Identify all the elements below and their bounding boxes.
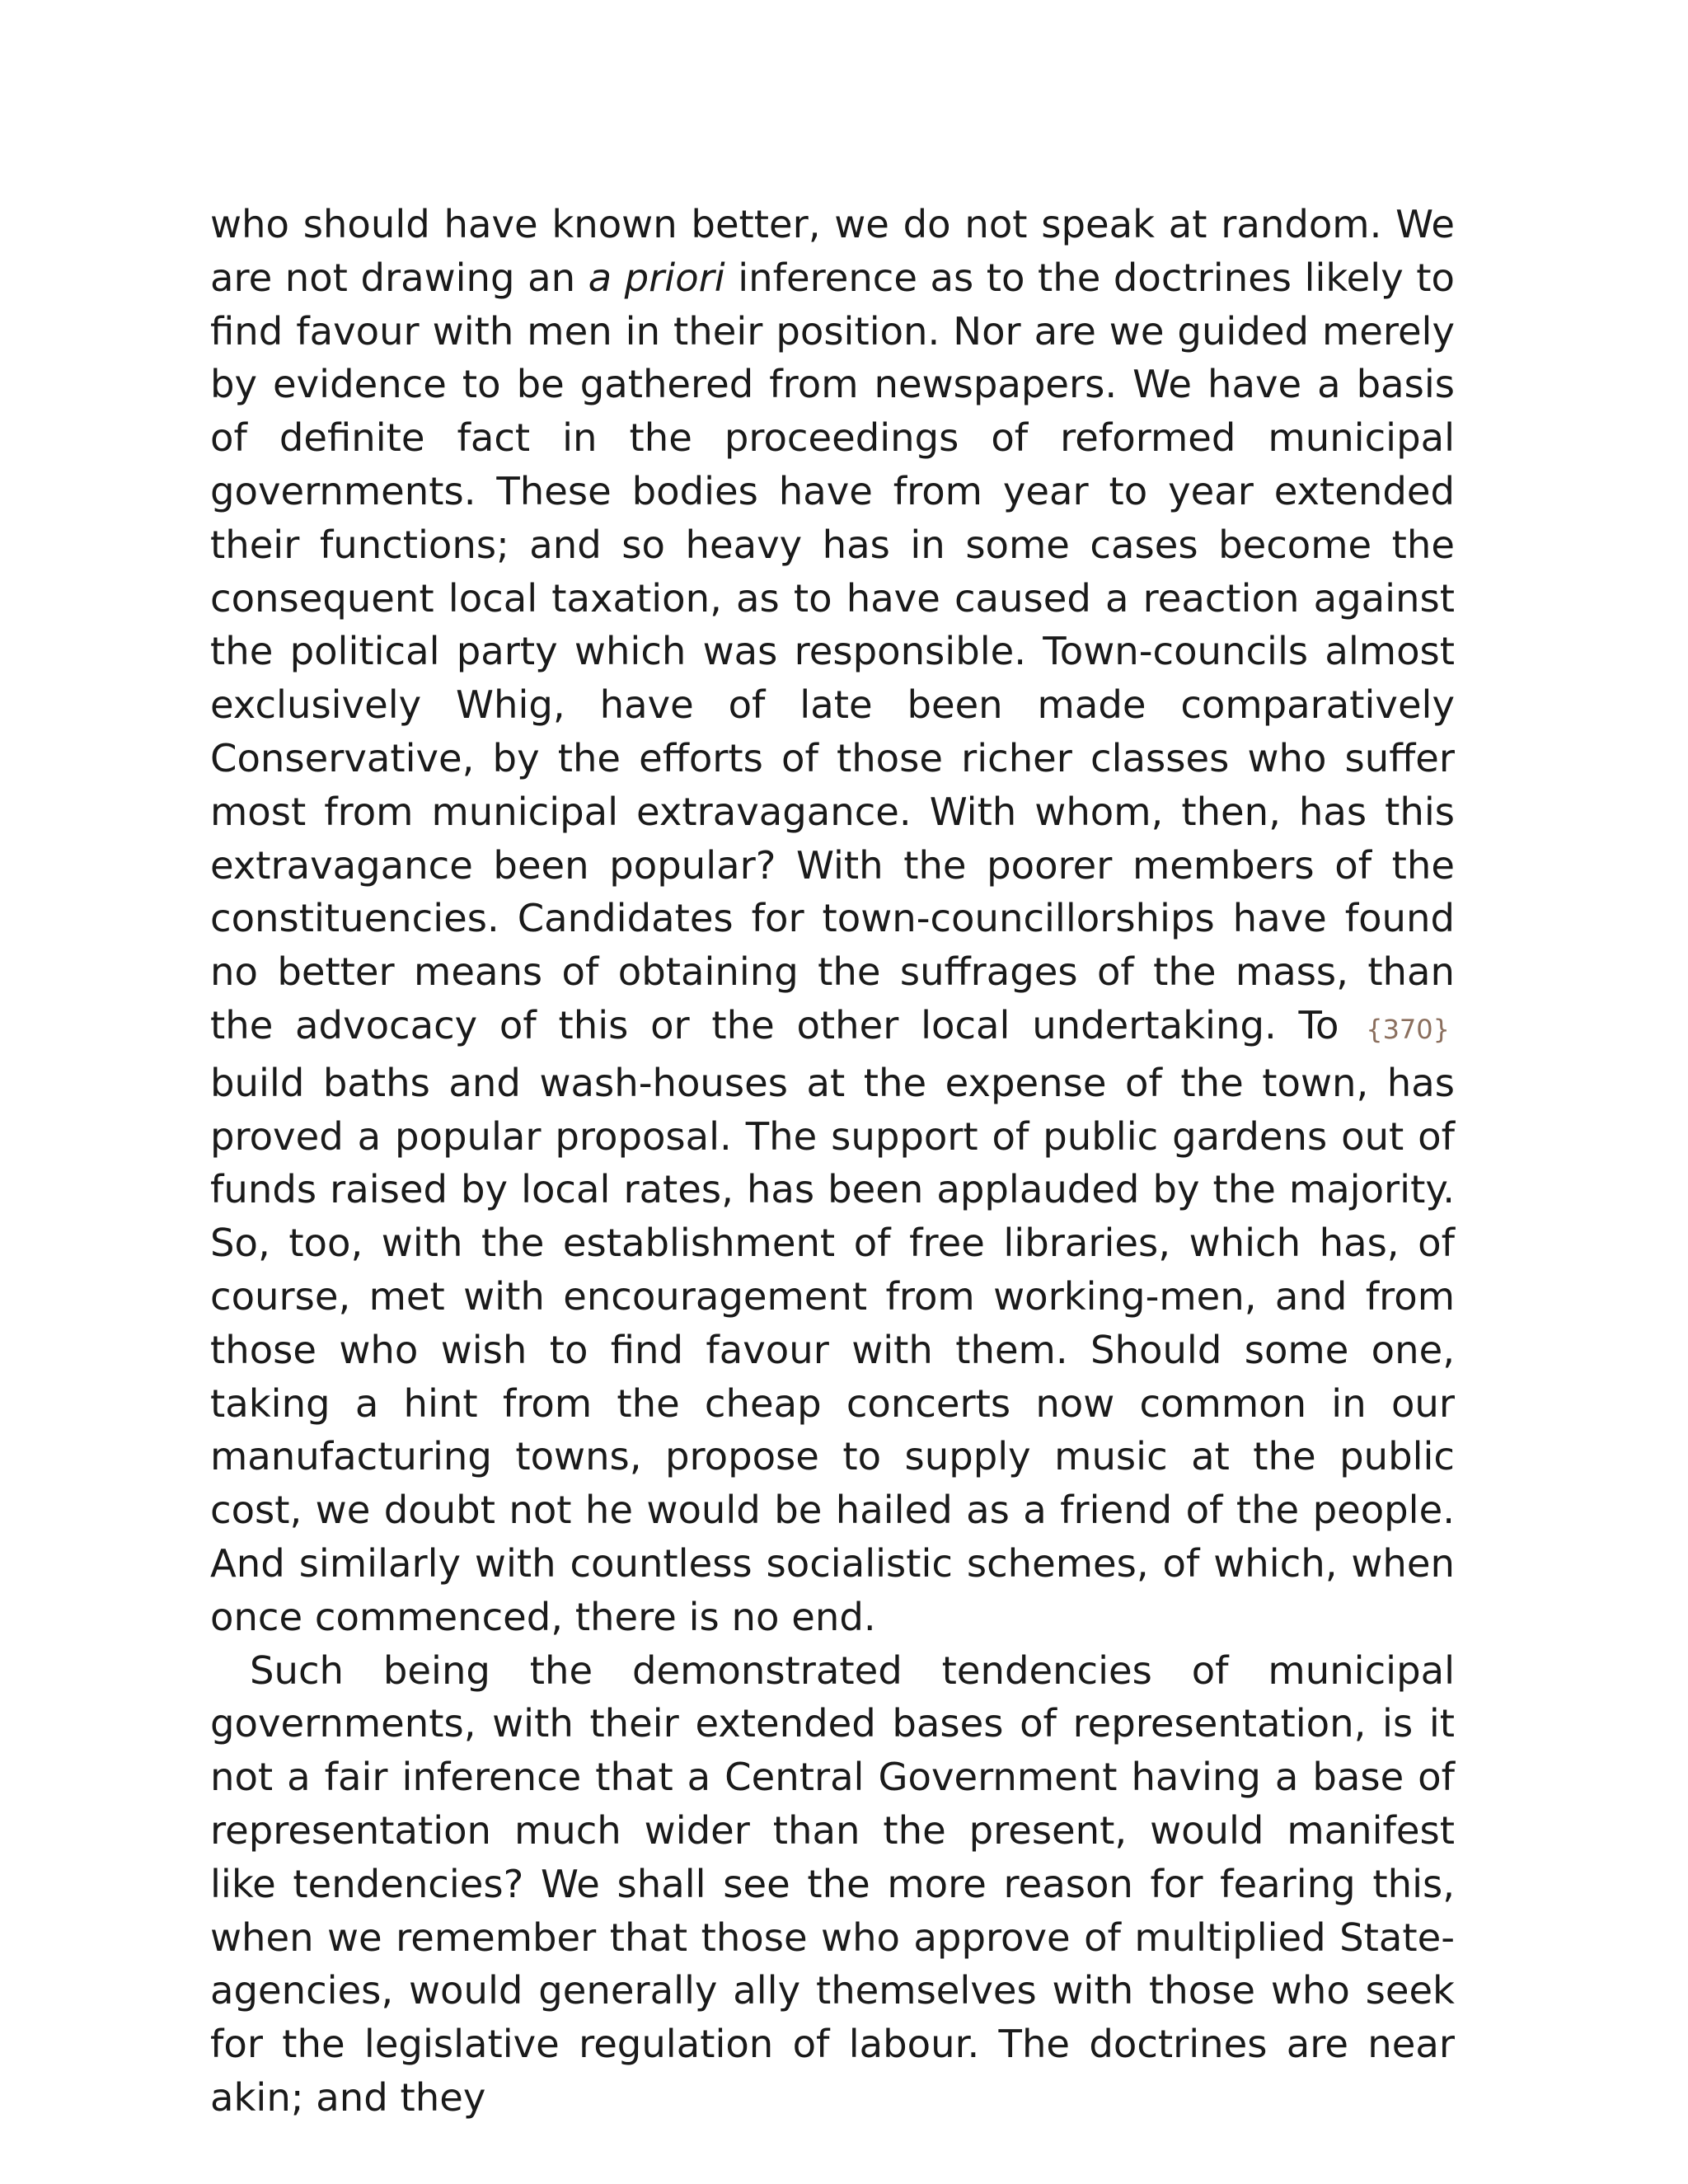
paragraph-2-text: Such being the demonstrated tendencies of municipal governments, with their extended bases of representation, is it not a fair inference that a Central Government having a base of representation much wider than the present, would manifest like tendencies? We shall see the more reason for fearing this, when we remember that those who approve of multiplied State-agencies, would generally ally themselves with those who seek for the legislative regulation of labour. The doctrines are near akin; and they [210,1647,1455,2120]
paragraph-1-text-a: who should have known better, we do not speak at random. We are not drawing an [210,202,1455,300]
paragraph-1 [210,198,1455,1644]
italic-phrase: a priori [588,255,725,300]
paragraph-1-text-c: build baths and wash-houses at the expense of the town, has proved a popular proposal. The support of public gardens out of funds raised by local rates, has been applauded by the majority. So, too, with the establishment of free libraries, which has, of course, met with encouragement from working-men, and from those who wish to find favour with them. Should some one, taking a hint from the cheap concerts now common in our manufacturing towns, propose to supply music at the public cost, we doubt not he would be hailed as a friend of the people. And similarly with countless socialistic schemes, of which, when once commenced, there is no end. [210,1060,1455,1639]
paragraph-2 [210,1644,1455,2125]
document-page [210,198,1455,2125]
page-number-marker: {370} [1366,1013,1450,1045]
paragraph-1-text-b: inference as to the doctrines likely to find favour with men in their position. Nor are we guided merely by evidence to be gathered from newspapers. We have a basis of definite fact in the proceedings of reformed municipal governments. These bodies have from year to year extended their functions; and so heavy has in some cases become the consequent local taxation, as to have caused a reaction against the political party which was responsible. Town-councils almost exclusively Whig, have of late been made comparatively Conservative, by the efforts of those richer classes who suffer most from municipal extravagance. With whom, then, has this extravagance been popular? With the poorer members of the constituencies. Candidates for town-councillorships have found no better means of obtaining the suffrages of the mass, than the advocacy of this or the other local undertaking. To [210,255,1455,1047]
